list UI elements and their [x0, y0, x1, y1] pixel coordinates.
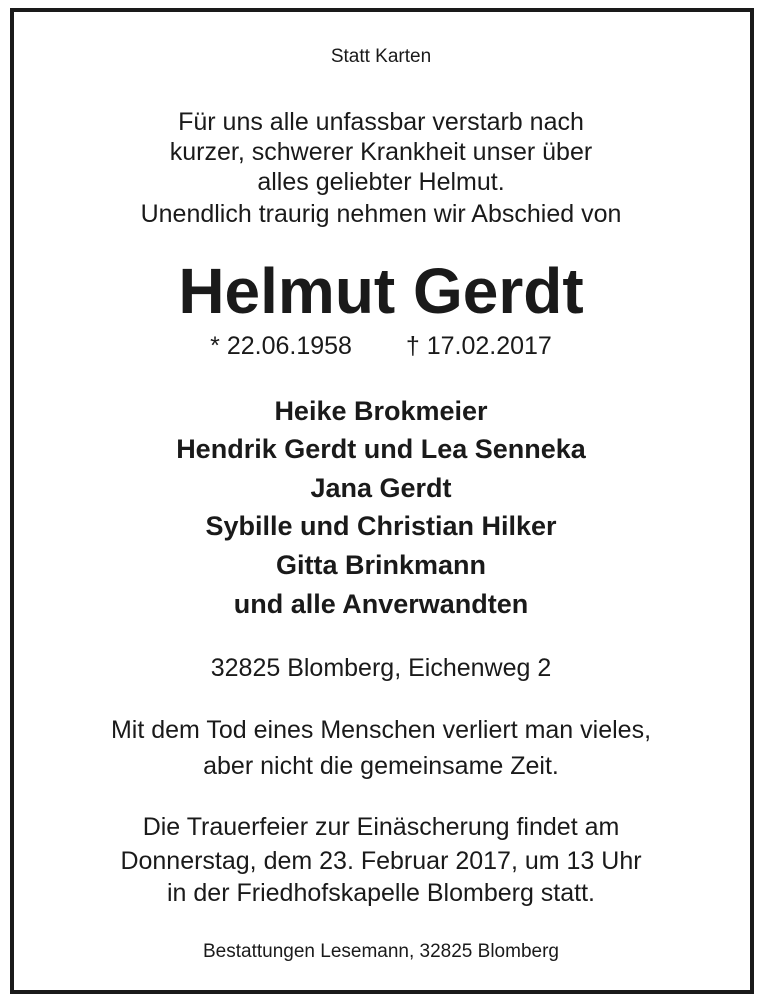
quote-line-1: Mit dem Tod eines Menschen verliert man vieles,: [110, 716, 652, 744]
quote-line-2: aber nicht die gemeinsame Zeit.: [203, 752, 559, 780]
address: 32825 Blomberg, Eichenweg 2: [210, 654, 552, 682]
family-line-5: Gitta Brinkmann: [275, 550, 487, 580]
family-line-6: und alle Anverwandten: [233, 589, 529, 619]
ceremony-line-3: in der Friedhofskapelle Blomberg statt.: [167, 879, 595, 907]
header-statt-karten: Statt Karten: [330, 46, 432, 67]
footer-undertaker: Bestattungen Lesemann, 32825 Blomberg: [203, 941, 559, 962]
family-line-2: Hendrik Gerdt und Lea Senneka: [176, 434, 586, 464]
family-line-3: Jana Gerdt: [310, 473, 452, 503]
intro-line-4: Unendlich traurig nehmen wir Abschied von: [140, 200, 622, 228]
ceremony-line-2: Donnerstag, dem 23. Februar 2017, um 13 Uhr: [120, 847, 642, 875]
deceased-name: Helmut Gerdt: [178, 255, 584, 327]
intro-line-2: kurzer, schwerer Krankheit unser über: [169, 138, 593, 166]
intro-line-1: Für uns alle unfassbar verstarb nach: [178, 108, 584, 136]
death-date: † 17.02.2017: [405, 332, 552, 360]
birth-date: * 22.06.1958: [210, 332, 352, 360]
ceremony-line-1: Die Trauerfeier zur Einäscherung findet am: [142, 813, 620, 841]
family-line-4: Sybille und Christian Hilker: [205, 511, 557, 541]
family-line-1: Heike Brokmeier: [274, 396, 488, 426]
intro-line-3: alles geliebter Helmut.: [257, 168, 505, 196]
life-dates: [0, 332, 762, 361]
